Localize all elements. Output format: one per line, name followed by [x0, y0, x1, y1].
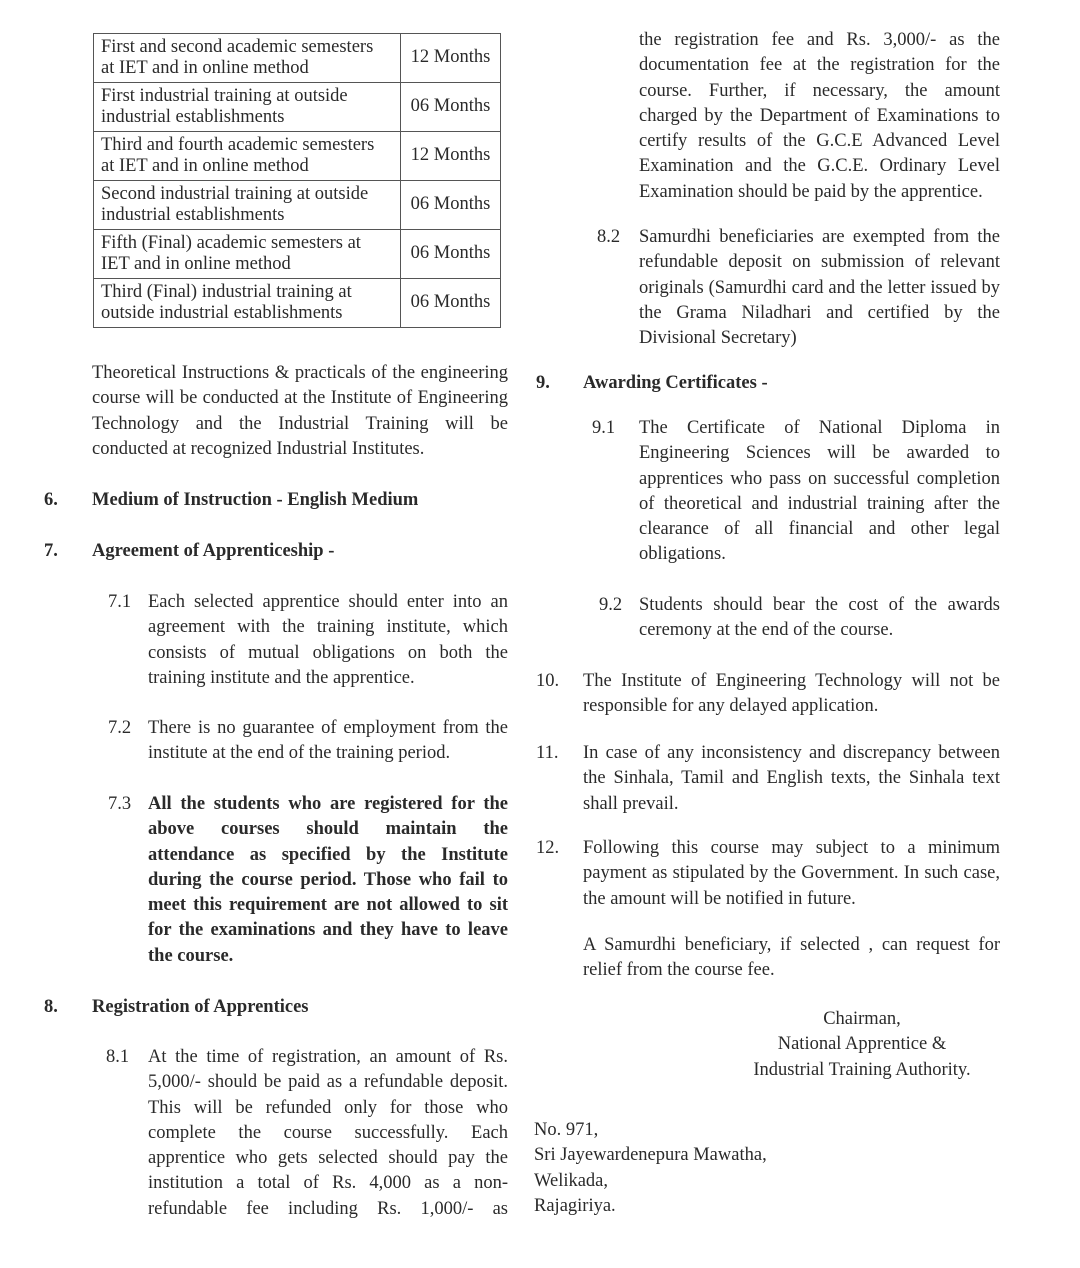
item-8-2-number: 8.2 [597, 227, 621, 247]
course-stage-cell [94, 132, 401, 181]
section-7-number: 7. [44, 541, 58, 561]
course-stage-cell [94, 181, 401, 230]
course-stage-line: industrial establishments [101, 205, 285, 225]
samurdhi-note: A Samurdhi beneficiary, if selected , can request for relief from the course fee. [583, 935, 1000, 981]
duration-cell: 12 Months [401, 34, 501, 83]
course-stage-line: IET and in online method [101, 254, 291, 274]
section-12-number: 12. [536, 838, 560, 858]
signature-line: National Apprentice & [777, 1034, 947, 1055]
course-stage-line: industrial establishments [101, 107, 285, 127]
duration-cell: 06 Months [401, 181, 501, 230]
signature-line: Industrial Training Authority. [753, 1059, 971, 1080]
address-block [534, 1118, 834, 1219]
intro-paragraph: Theoretical Instructions & practicals of the engineering course will be conducted at the Institute of Engineering Technology and the Industrial Training will be conducted at recognized Industrial Institutes. [92, 363, 508, 459]
item-7-3-number: 7.3 [108, 794, 132, 814]
item-8-1-text-right: the registration fee and Rs. 3,000/- as the documentation fee at the registration for the course. Further, if necessary, the amount charged by the Department of Examinations to certify results of the G.C.E Advanced Level Examination and the G.C.E. Ordinary Level Examination should be paid by the apprentice. [639, 30, 1000, 202]
address-line: Sri Jayewardenepura Mawatha, [534, 1145, 767, 1166]
course-duration-table [93, 33, 501, 328]
duration-cell: 06 Months [401, 279, 501, 328]
course-stage-cell [94, 230, 401, 279]
course-stage-line: Fifth (Final) academic semesters at [101, 232, 361, 253]
table-row [94, 83, 501, 132]
course-stage-cell [94, 83, 401, 132]
address-line: Rajagiriya. [534, 1195, 616, 1216]
section-6-title: Medium of Instruction - English Medium [92, 490, 419, 510]
course-stage-line: Third and fourth academic semesters [101, 134, 375, 155]
section-8-number: 8. [44, 997, 58, 1017]
item-8-2-text: Samurdhi beneficiaries are exempted from the refundable deposit on submission of relevant originals (Samurdhi card and the letter issued by the Grama Niladhari and certified by the Divisional Secretary) [639, 227, 1000, 349]
section-11-text: In case of any inconsistency and discrepancy between the Sinhala, Tamil and English texts, the Sinhala text shall prevail. [583, 743, 1000, 814]
section-7-title: Agreement of Apprenticeship - [92, 541, 335, 561]
section-11-number: 11. [536, 743, 559, 763]
item-7-3-text: All the students who are registered for the above courses should maintain the attendance as specified by the Institute during the course period. Those who fail to meet this requirement are not allowed to sit for the examinations and they have to leave the course. [148, 794, 508, 966]
address-line: Welikada, [534, 1170, 609, 1191]
section-9-title: Awarding Certificates - [583, 373, 768, 393]
item-8-1-number: 8.1 [106, 1047, 130, 1067]
course-stage-line: Second industrial training at outside [101, 183, 369, 204]
item-7-1-text: Each selected apprentice should enter into an agreement with the training institute, which consists of mutual obligations on both the training institute and the apprentice. [148, 592, 508, 688]
item-9-2-number: 9.2 [599, 595, 623, 615]
table-row [94, 34, 501, 83]
section-9-number: 9. [536, 373, 550, 393]
course-stage-line: First and second academic semesters [101, 36, 374, 57]
item-7-1-number: 7.1 [108, 592, 132, 612]
item-7-2-number: 7.2 [108, 718, 132, 738]
section-6-number: 6. [44, 490, 58, 510]
duration-cell: 06 Months [401, 230, 501, 279]
course-stage-line: First industrial training at outside [101, 85, 348, 106]
table-row [94, 230, 501, 279]
section-8-title: Registration of Apprentices [92, 997, 309, 1017]
address-line: No. 971, [534, 1120, 599, 1140]
signature-line: Chairman, [823, 1009, 901, 1029]
item-9-2-text: Students should bear the cost of the awards ceremony at the end of the course. [639, 595, 1000, 641]
course-stage-line: Third (Final) industrial training at [101, 281, 352, 302]
course-stage-cell [94, 34, 401, 83]
section-12-text: Following this course may subject to a minimum payment as stipulated by the Government. In such case, the amount will be notified in future. [583, 838, 1000, 909]
item-8-1-text-left: At the time of registration, an amount of Rs. 5,000/- should be paid as a refundable deposit. This will be refunded only for those who complete the course successfully. Each apprentice who gets selected should pay the institution a total of Rs. 4,000 as a non-refundable fee including Rs. 1,000/- as [148, 1047, 508, 1219]
course-stage-line: outside industrial establishments [101, 303, 343, 323]
table-row [94, 132, 501, 181]
course-stage-line: at IET and in online method [101, 156, 309, 176]
item-7-2-text: There is no guarantee of employment from the institute at the end of the training period. [148, 718, 508, 764]
duration-cell: 12 Months [401, 132, 501, 181]
section-10-text: The Institute of Engineering Technology will not be responsible for any delayed application. [583, 671, 1000, 717]
course-stage-cell [94, 279, 401, 328]
section-10-number: 10. [536, 671, 560, 691]
table-row [94, 279, 501, 328]
course-stage-line: at IET and in online method [101, 58, 309, 78]
item-9-1-text: The Certificate of National Diploma in Engineering Sciences will be awarded to apprentices who pass on successful completion of theoretical and industrial training after the clearance of all financial and other legal obligations. [639, 418, 1000, 565]
signature-block [720, 1007, 1004, 1083]
item-9-1-number: 9.1 [592, 418, 616, 438]
duration-cell: 06 Months [401, 83, 501, 132]
table-row [94, 181, 501, 230]
